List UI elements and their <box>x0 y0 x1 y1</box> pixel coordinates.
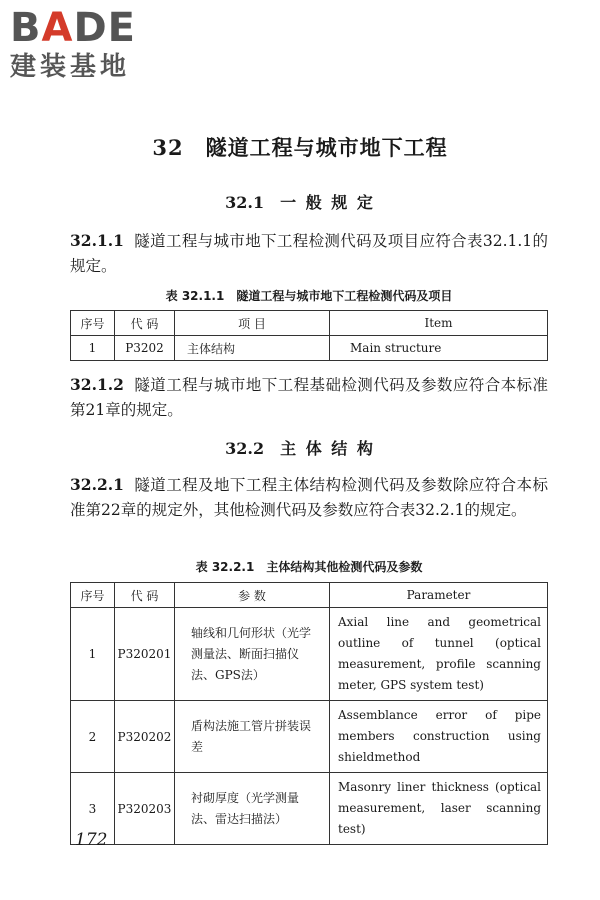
section-heading: 32.2 主 体 结 构 <box>225 439 375 458</box>
section-heading: 32.1 一 般 规 定 <box>225 193 375 212</box>
table-row: 2 P320202 盾构法施工管片拼装误差 Assemblance error of pipe members construction using shieldmethod <box>71 701 548 773</box>
clause-paragraph: 32.1.1 隧道工程与城市地下工程检测代码及项目应符合表32.1.1的规定。 <box>70 231 548 275</box>
table-row: 1 P3202 主体结构 Main structure <box>71 336 548 361</box>
table-row: 3 P320203 衬砌厚度（光学测量法、雷达扫描法） Masonry liner thickness (optical measurement, laser scanning test) <box>71 773 548 845</box>
logo-subtitle: 建装基地 <box>10 52 131 82</box>
table-caption: 表 32.1.1 隧道工程与城市地下工程检测代码及项目 <box>165 289 453 303</box>
code-item-table <box>70 310 548 361</box>
chapter-number: 32 <box>152 135 184 160</box>
page-number: 172 <box>75 830 108 850</box>
parameter-table <box>70 582 548 845</box>
clause-paragraph: 32.1.2 隧道工程与城市地下工程基础检测代码及参数应符合本标准第21章的规定。 <box>70 375 548 419</box>
chapter-name: 隧道工程与城市地下工程 <box>205 135 448 160</box>
table-header-row: 序号 代 码 项 目 Item <box>71 311 548 336</box>
clause-paragraph: 32.2.1 隧道工程及地下工程主体结构检测代码及参数除应符合本标准第22章的规定外，其他检测代码及参数应符合表32.2.1的规定。 <box>70 475 548 519</box>
table-caption: 表 32.2.1 主体结构其他检测代码及参数 <box>195 560 423 574</box>
logo-wordmark: BADE <box>10 5 136 51</box>
table-row: 1 P320201 轴线和几何形状（光学测量法、断面扫描仪法、GPS法） Axial line and geometrical outline of tunnel (optical measurement, profile scanning meter, GPS system test) <box>71 608 548 701</box>
chapter-title <box>0 132 600 162</box>
table-header-row: 序号 代 码 参 数 Parameter <box>71 583 548 608</box>
logo <box>10 6 136 82</box>
